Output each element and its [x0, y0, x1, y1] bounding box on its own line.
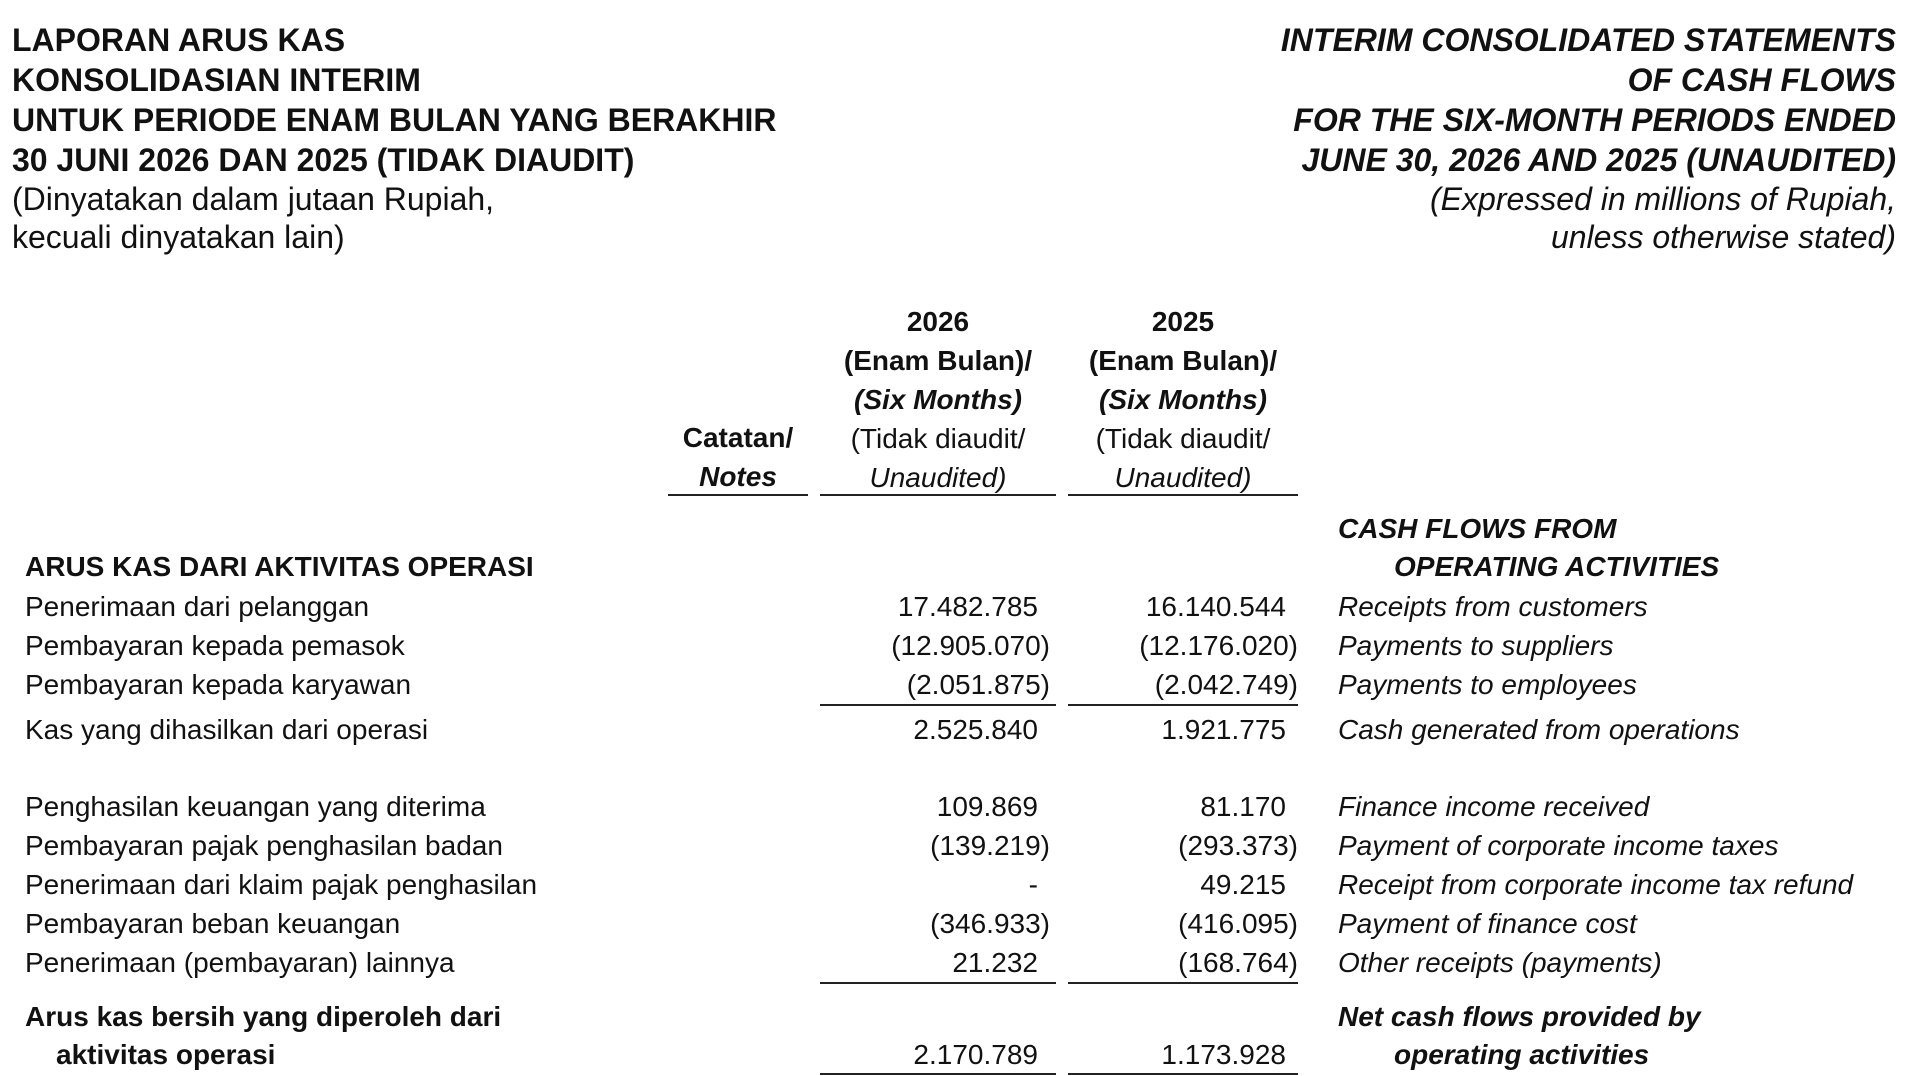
- row-label-payments-suppliers: Pembayaran kepada pemasok: [25, 630, 405, 661]
- title-id-line-3: UNTUK PERIODE ENAM BULAN YANG BERAKHIR: [12, 102, 777, 138]
- value-2025-tax-refund: 49.215: [1200, 869, 1286, 900]
- total-bottom-underline-2025: [1068, 1073, 1298, 1075]
- title-id-line-2: KONSOLIDASIAN INTERIM: [12, 62, 421, 98]
- row-en-payments-suppliers: Payments to suppliers: [1338, 630, 1614, 661]
- row-label-tax-refund: Penerimaan dari klaim pajak penghasilan: [25, 869, 538, 900]
- value-2026-tax-refund: -: [1028, 869, 1038, 900]
- col-2026-header-underline: [820, 494, 1056, 496]
- value-2026-finance-income: 109.869: [936, 791, 1038, 822]
- row-label-corporate-tax: Pembayaran pajak penghasilan badan: [25, 830, 503, 861]
- total-label-en-line-2: operating activities: [1394, 1039, 1650, 1070]
- col-2026-period-id: (Enam Bulan)/: [843, 345, 1033, 376]
- value-2026-corporate-tax: (139.219): [930, 830, 1050, 861]
- title-id-line-1: LAPORAN ARUS KAS: [12, 22, 346, 58]
- header-left: [12, 20, 777, 256]
- row-label-finance-cost: Pembayaran beban keuangan: [25, 908, 401, 939]
- subtitle-id-line-2: kecuali dinyatakan lain): [12, 219, 345, 255]
- title-en-line-1: INTERIM CONSOLIDATED STATEMENTS: [1280, 22, 1896, 58]
- value-2026-other-receipts: 21.232: [952, 947, 1038, 978]
- total-top-underline-2025: [1068, 982, 1298, 984]
- value-2026-cash-generated: 2.525.840: [913, 714, 1038, 745]
- subtitle-id-line-1: (Dinyatakan dalam jutaan Rupiah,: [12, 181, 495, 217]
- col-2025-year: 2025: [1151, 306, 1215, 337]
- value-2025-receipts-customers: 16.140.544: [1145, 591, 1286, 622]
- value-2025-cash-generated: 1.921.775: [1161, 714, 1286, 745]
- row-en-finance-cost: Payment of finance cost: [1338, 908, 1637, 939]
- section-heading-en-1: CASH FLOWS FROM: [1338, 513, 1617, 544]
- value-2026-finance-cost: (346.933): [930, 908, 1050, 939]
- value-2026-payments-suppliers: (12.905.070): [891, 630, 1050, 661]
- row-en-corporate-tax: Payment of corporate income taxes: [1338, 830, 1779, 861]
- col-2025-header-underline: [1068, 494, 1298, 496]
- row-en-tax-refund: Receipt from corporate income tax refund: [1338, 869, 1854, 900]
- notes-header-underline: [668, 494, 808, 496]
- row-en-payments-employees: Payments to employees: [1338, 669, 1637, 700]
- notes-header-en: Notes: [699, 461, 777, 492]
- col-2025-audit-en: Unaudited): [1114, 462, 1252, 493]
- value-2025-corporate-tax: (293.373): [1178, 830, 1298, 861]
- subtitle-en-line-1: (Expressed in millions of Rupiah,: [1430, 181, 1896, 217]
- title-en-line-3: FOR THE SIX-MONTH PERIODS ENDED: [1293, 102, 1896, 138]
- subtotal-underline-2026: [820, 704, 1056, 706]
- subtitle-en-line-2: unless otherwise stated): [1550, 219, 1896, 255]
- title-id-line-4: 30 JUNI 2026 DAN 2025 (TIDAK DIAUDIT): [12, 142, 635, 178]
- total-label-id-line-1: Arus kas bersih yang diperoleh dari: [25, 1001, 502, 1032]
- value-2025-other-receipts: (168.764): [1178, 947, 1298, 978]
- col-2026-year: 2026: [906, 306, 970, 337]
- notes-header-id: Catatan/: [682, 422, 794, 453]
- section-heading-id: ARUS KAS DARI AKTIVITAS OPERASI: [25, 551, 534, 582]
- value-2025-payments-employees: (2.042.749): [1154, 669, 1298, 700]
- row-label-receipts-customers: Penerimaan dari pelanggan: [25, 591, 370, 622]
- value-2025-total: 1.173.928: [1161, 1039, 1286, 1070]
- total-label-en-line-1: Net cash flows provided by: [1338, 1001, 1701, 1032]
- value-2026-receipts-customers: 17.482.785: [897, 591, 1038, 622]
- col-2025-header: [1068, 302, 1298, 497]
- row-en-cash-generated: Cash generated from operations: [1338, 714, 1740, 745]
- row-label-payments-employees: Pembayaran kepada karyawan: [25, 669, 412, 700]
- value-2026-total: 2.170.789: [913, 1039, 1038, 1070]
- section-heading-en-2: OPERATING ACTIVITIES: [1394, 551, 1720, 582]
- notes-column-header: [668, 418, 808, 496]
- value-2026-payments-employees: (2.051.875): [906, 669, 1050, 700]
- value-2025-payments-suppliers: (12.176.020): [1139, 630, 1298, 661]
- row-en-finance-income: Finance income received: [1338, 791, 1650, 822]
- title-en-line-2: OF CASH FLOWS: [1627, 62, 1896, 98]
- total-bottom-underline-2026: [820, 1073, 1056, 1075]
- total-top-underline-2026: [820, 982, 1056, 984]
- col-2025-period-en: (Six Months): [1099, 384, 1267, 415]
- value-2025-finance-income: 81.170: [1200, 791, 1286, 822]
- col-2025-audit-id: (Tidak diaudit/: [1095, 423, 1271, 454]
- header-right: [1281, 20, 1896, 256]
- subtotal-underline-2025: [1068, 704, 1298, 706]
- row-en-other-receipts: Other receipts (payments): [1338, 947, 1662, 978]
- row-label-other-receipts: Penerimaan (pembayaran) lainnya: [25, 947, 455, 978]
- row-en-receipts-customers: Receipts from customers: [1338, 591, 1648, 622]
- row-label-cash-generated: Kas yang dihasilkan dari operasi: [25, 714, 429, 745]
- title-en-line-4: JUNE 30, 2026 AND 2025 (UNAUDITED): [1301, 142, 1896, 178]
- total-label-id-line-2: aktivitas operasi: [56, 1039, 276, 1070]
- row-label-finance-income: Penghasilan keuangan yang diterima: [25, 791, 486, 822]
- col-2026-header: [820, 302, 1056, 497]
- col-2026-period-en: (Six Months): [854, 384, 1022, 415]
- value-2025-finance-cost: (416.095): [1178, 908, 1298, 939]
- col-2026-audit-id: (Tidak diaudit/: [850, 423, 1026, 454]
- col-2026-audit-en: Unaudited): [869, 462, 1007, 493]
- col-2025-period-id: (Enam Bulan)/: [1088, 345, 1278, 376]
